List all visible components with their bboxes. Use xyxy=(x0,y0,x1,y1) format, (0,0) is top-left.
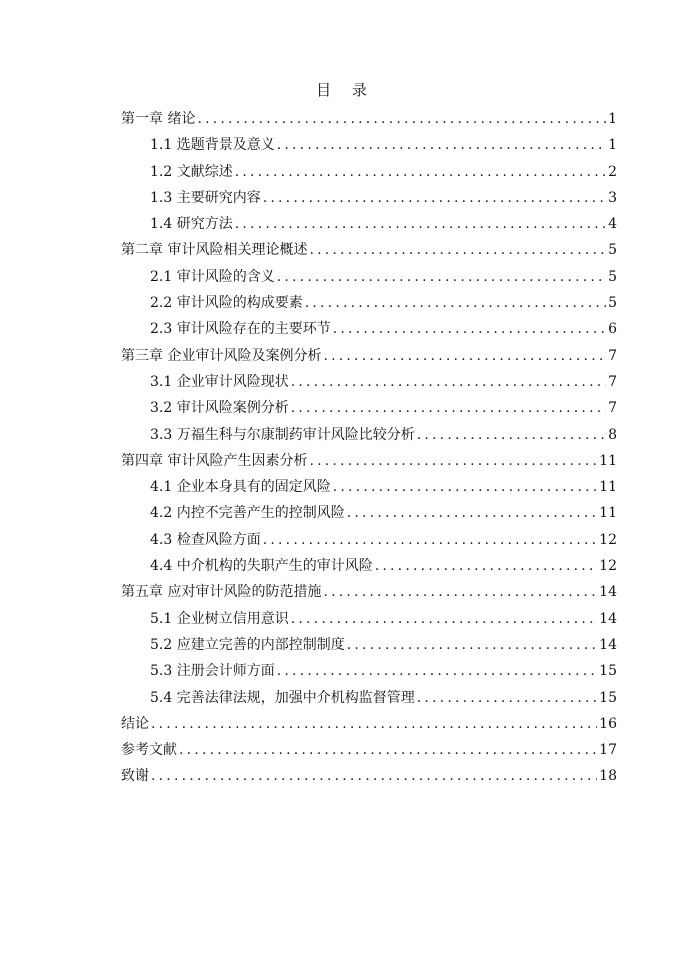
toc-dot-leader xyxy=(263,527,597,553)
toc-dot-leader xyxy=(347,500,597,526)
toc-section-entry[interactable] xyxy=(121,527,617,553)
toc-entry-title: 第一章 绪论 xyxy=(121,111,196,127)
toc-section-entry[interactable] xyxy=(121,185,617,211)
toc-page-number: 18 xyxy=(599,768,617,785)
toc-entry-title: 5.3 注册会计师方面 xyxy=(150,663,275,680)
toc-page-number: 14 xyxy=(599,610,617,627)
toc-page-number: 5 xyxy=(608,242,617,259)
toc-dot-leader xyxy=(277,264,606,290)
toc-page-number: 8 xyxy=(608,426,617,443)
toc-page-number: 5 xyxy=(608,268,617,285)
toc-dot-leader xyxy=(309,448,597,474)
toc-section-entry[interactable] xyxy=(121,211,617,237)
toc-page-number: 7 xyxy=(608,347,617,364)
toc-page-number: 12 xyxy=(599,531,617,548)
toc-page-number: 1 xyxy=(608,111,617,127)
toc-section-entry[interactable] xyxy=(121,369,617,395)
toc-chapter-entry[interactable] xyxy=(121,343,617,369)
toc-section-entry[interactable] xyxy=(121,685,617,711)
toc-dot-leader xyxy=(417,422,606,448)
toc-page-number: 11 xyxy=(599,479,617,496)
toc-entry-title: 3.1 企业审计风险现状 xyxy=(150,373,289,390)
toc-dot-leader xyxy=(375,553,597,579)
toc-chapter-entry[interactable] xyxy=(121,448,617,474)
toc-chapter-entry[interactable] xyxy=(121,763,617,789)
toc-dot-leader xyxy=(197,106,606,132)
toc-entry-title: 4.1 企业本身具有的固定风险 xyxy=(150,479,331,496)
toc-entry-title: 2.2 审计风险的构成要素 xyxy=(150,295,303,312)
toc-entry-title: 3.2 审计风险案例分析 xyxy=(150,400,289,417)
toc-entry-title: 第三章 企业审计风险及案例分析 xyxy=(121,347,322,364)
toc-page-number: 7 xyxy=(608,400,617,417)
toc-entry-title: 参考文献 xyxy=(121,742,177,759)
toc-section-entry[interactable] xyxy=(121,632,617,658)
toc-page-number: 12 xyxy=(599,558,617,575)
toc-chapter-entry[interactable] xyxy=(121,579,617,605)
toc-page-number: 3 xyxy=(608,189,617,206)
toc-section-entry[interactable] xyxy=(121,159,617,185)
toc-dot-leader xyxy=(323,343,606,369)
toc-entry-title: 1.4 研究方法 xyxy=(150,216,233,233)
toc-dot-leader xyxy=(235,211,606,237)
toc-entry-title: 结论 xyxy=(121,715,149,732)
toc-page-number: 2 xyxy=(608,163,617,180)
toc-section-entry[interactable] xyxy=(121,264,617,290)
toc-section-entry[interactable] xyxy=(121,422,617,448)
toc-dot-leader xyxy=(277,658,597,684)
toc-page-number: 1 xyxy=(608,137,617,154)
toc-list xyxy=(121,106,617,790)
toc-dot-leader xyxy=(323,579,597,605)
toc-entry-title: 第二章 审计风险相关理论概述 xyxy=(121,242,308,259)
toc-entry-title: 5.4 完善法律法规，加强中介机构监督管理 xyxy=(150,689,415,706)
toc-entry-title: 致谢 xyxy=(121,768,149,785)
toc-dot-leader xyxy=(151,711,597,737)
toc-entry-title: 5.2 应建立完善的内部控制制度 xyxy=(150,636,345,653)
toc-dot-leader xyxy=(291,369,606,395)
toc-entry-title: 2.1 审计风险的含义 xyxy=(150,268,275,285)
toc-dot-leader xyxy=(235,159,606,185)
toc-dot-leader xyxy=(305,290,606,316)
toc-page-number: 6 xyxy=(608,321,617,338)
toc-dot-leader xyxy=(417,685,597,711)
toc-page-number: 4 xyxy=(608,216,617,233)
toc-entry-title: 4.2 内控不完善产生的控制风险 xyxy=(150,505,345,522)
toc-dot-leader xyxy=(151,763,597,789)
toc-page-number: 11 xyxy=(599,505,617,522)
toc-dot-leader xyxy=(291,606,597,632)
toc-section-entry[interactable] xyxy=(121,658,617,684)
toc-page-number: 15 xyxy=(599,663,617,680)
toc-entry-title: 第四章 审计风险产生因素分析 xyxy=(121,452,308,469)
toc-entry-title: 5.1 企业树立信用意识 xyxy=(150,610,289,627)
toc-chapter-entry[interactable] xyxy=(121,237,617,263)
toc-entry-title: 1.1 选题背景及意义 xyxy=(150,137,275,154)
toc-chapter-entry[interactable] xyxy=(121,106,617,132)
toc-dot-leader xyxy=(291,395,606,421)
toc-dot-leader xyxy=(333,474,597,500)
toc-entry-title: 3.3 万福生科与尔康制药审计风险比较分析 xyxy=(150,426,415,443)
toc-entry-title: 第五章 应对审计风险的防范措施 xyxy=(121,584,322,601)
toc-dot-leader xyxy=(333,316,606,342)
toc-section-entry[interactable] xyxy=(121,474,617,500)
toc-section-entry[interactable] xyxy=(121,316,617,342)
toc-chapter-entry[interactable] xyxy=(121,737,617,763)
toc-chapter-entry[interactable] xyxy=(121,711,617,737)
toc-section-entry[interactable] xyxy=(121,395,617,421)
toc-dot-leader xyxy=(179,737,597,763)
toc-section-entry[interactable] xyxy=(121,553,617,579)
toc-entry-title: 4.3 检查风险方面 xyxy=(150,531,261,548)
toc-page-number: 14 xyxy=(599,636,617,653)
toc-page-number: 17 xyxy=(599,742,617,759)
toc-section-entry[interactable] xyxy=(121,500,617,526)
toc-dot-leader xyxy=(309,237,606,263)
toc-section-entry[interactable] xyxy=(121,606,617,632)
toc-dot-leader xyxy=(263,185,606,211)
toc-page-number: 7 xyxy=(608,373,617,390)
toc-entry-title: 2.3 审计风险存在的主要环节 xyxy=(150,321,331,338)
toc-entry-title: 4.4 中介机构的失职产生的审计风险 xyxy=(150,558,373,575)
toc-dot-leader xyxy=(347,632,597,658)
toc-page-number: 5 xyxy=(608,295,617,312)
toc-section-entry[interactable] xyxy=(121,290,617,316)
toc-page-number: 14 xyxy=(599,584,617,601)
toc-page-number: 15 xyxy=(599,689,617,706)
toc-section-entry[interactable] xyxy=(121,132,617,158)
toc-entry-title: 1.3 主要研究内容 xyxy=(150,189,261,206)
toc-title: 目 录 xyxy=(316,81,375,99)
toc-page-number: 11 xyxy=(599,452,617,469)
toc-page-number: 16 xyxy=(599,715,617,732)
toc-entry-title: 1.2 文献综述 xyxy=(150,163,233,180)
toc-dot-leader xyxy=(277,132,606,158)
